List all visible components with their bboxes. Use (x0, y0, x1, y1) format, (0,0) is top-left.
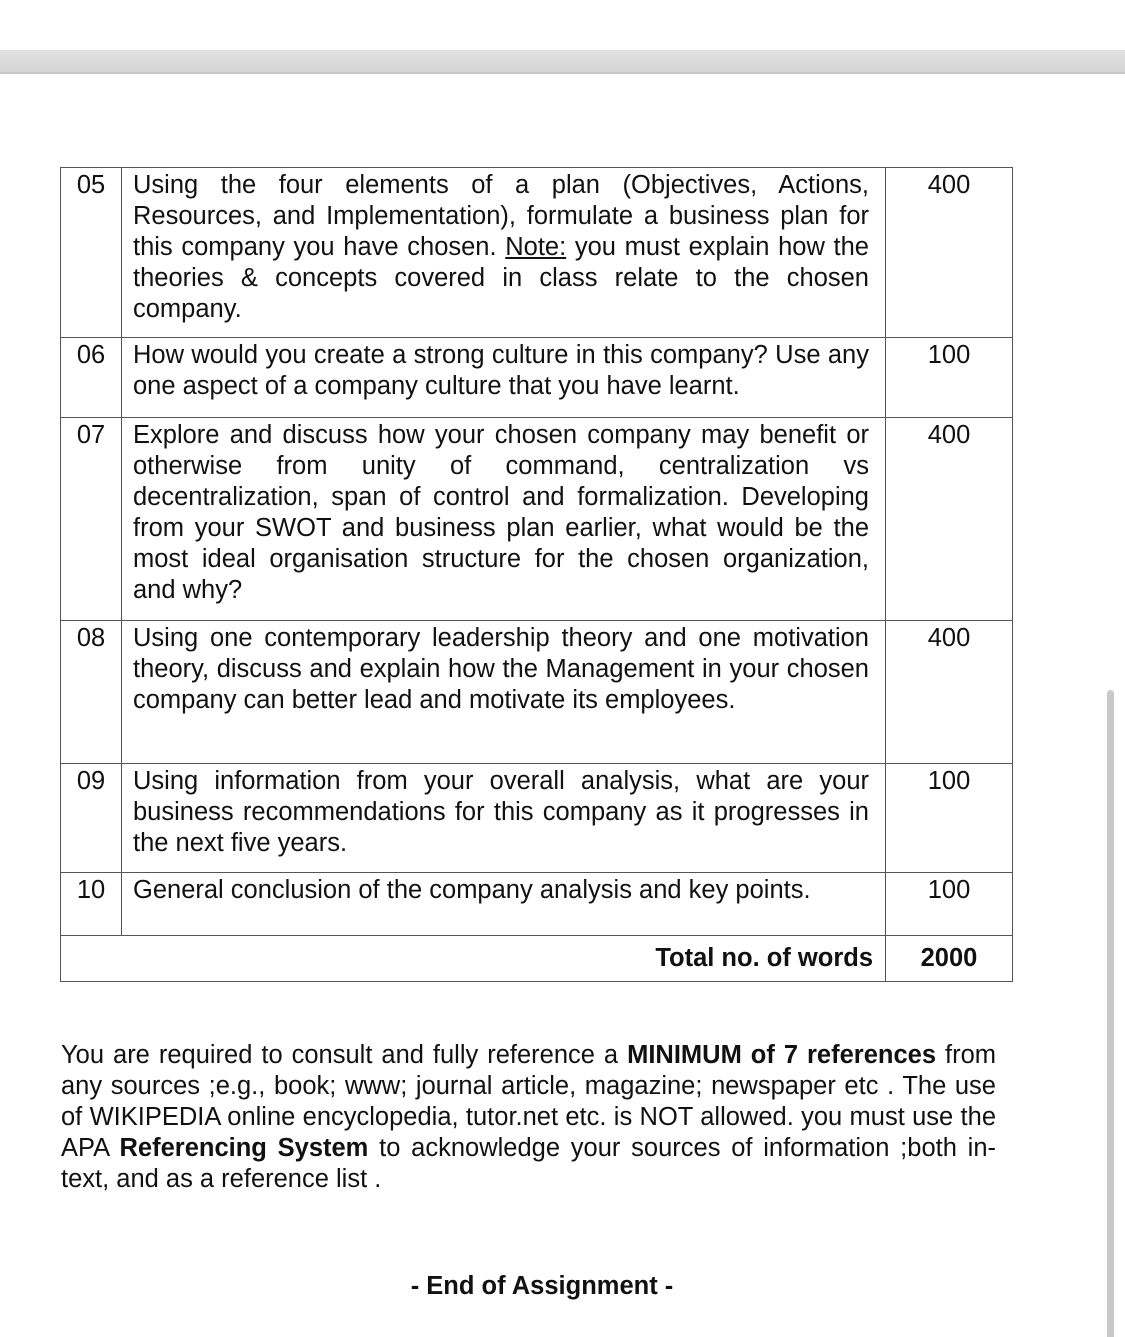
word-count: 100 (886, 873, 1013, 936)
table-row (61, 418, 1013, 621)
word-count: 100 (886, 338, 1013, 418)
table-row (61, 764, 1013, 873)
total-label: Total no. of words (61, 936, 886, 982)
question-text: General conclusion of the company analysis and key points. (122, 873, 886, 936)
total-row (61, 936, 1013, 982)
question-number: 07 (61, 418, 122, 621)
word-count: 400 (886, 418, 1013, 621)
word-count: 400 (886, 168, 1013, 338)
question-number: 05 (61, 168, 122, 338)
table-row (61, 338, 1013, 418)
viewer-top-bar (0, 50, 1125, 74)
note-label: Note: (505, 233, 567, 261)
table-row (61, 873, 1013, 936)
question-text: How would you create a strong culture in this company? Use any one aspect of a company culture that you have learnt. (122, 338, 886, 418)
question-text: Using information from your overall analysis, what are your business recommendations for this company as it progresses in the next five years. (122, 764, 886, 873)
assignment-table (60, 167, 1013, 982)
table-row (61, 621, 1013, 764)
references-paragraph: You are required to consult and fully reference a MINIMUM of 7 references from any sources ;e.g., book; www; journal article, magazine; newspaper etc . The use of WIKIPEDIA online encyclopedia, tutor.net etc. is NOT allowed. you must use the APA Referencing System to acknowledge your sources of information ;both in-text, and as a reference list . (61, 1041, 997, 1193)
question-number: 09 (61, 764, 122, 873)
table-row (61, 168, 1013, 338)
question-number: 08 (61, 621, 122, 764)
question-text: Using the four elements of a plan (Objectives, Actions, Resources, and Implementation), formulate a business plan for this company you have chosen. Note: you must explain how the theories & concepts covered in class relate to the chosen company. (122, 168, 886, 338)
total-value: 2000 (886, 936, 1013, 982)
word-count: 400 (886, 621, 1013, 764)
question-number: 10 (61, 873, 122, 936)
question-number: 06 (61, 338, 122, 418)
word-count: 100 (886, 764, 1013, 873)
question-text: Using one contemporary leadership theory and one motivation theory, discuss and explain how the Management in your chosen company can better lead and motivate its employees. (122, 621, 886, 764)
scrollbar-thumb[interactable] (1107, 690, 1114, 1337)
minimum-references: MINIMUM of 7 references (627, 1041, 937, 1069)
end-of-assignment: - End of Assignment - (410, 1272, 674, 1300)
question-text: Explore and discuss how your chosen company may benefit or otherwise from unity of command, centralization vs decentralization, span of control and formalization. Developing from your SWOT and business plan earlier, what would be the most ideal organisation structure for the chosen organization, and why? (122, 418, 886, 621)
referencing-system: Referencing System (119, 1134, 369, 1162)
